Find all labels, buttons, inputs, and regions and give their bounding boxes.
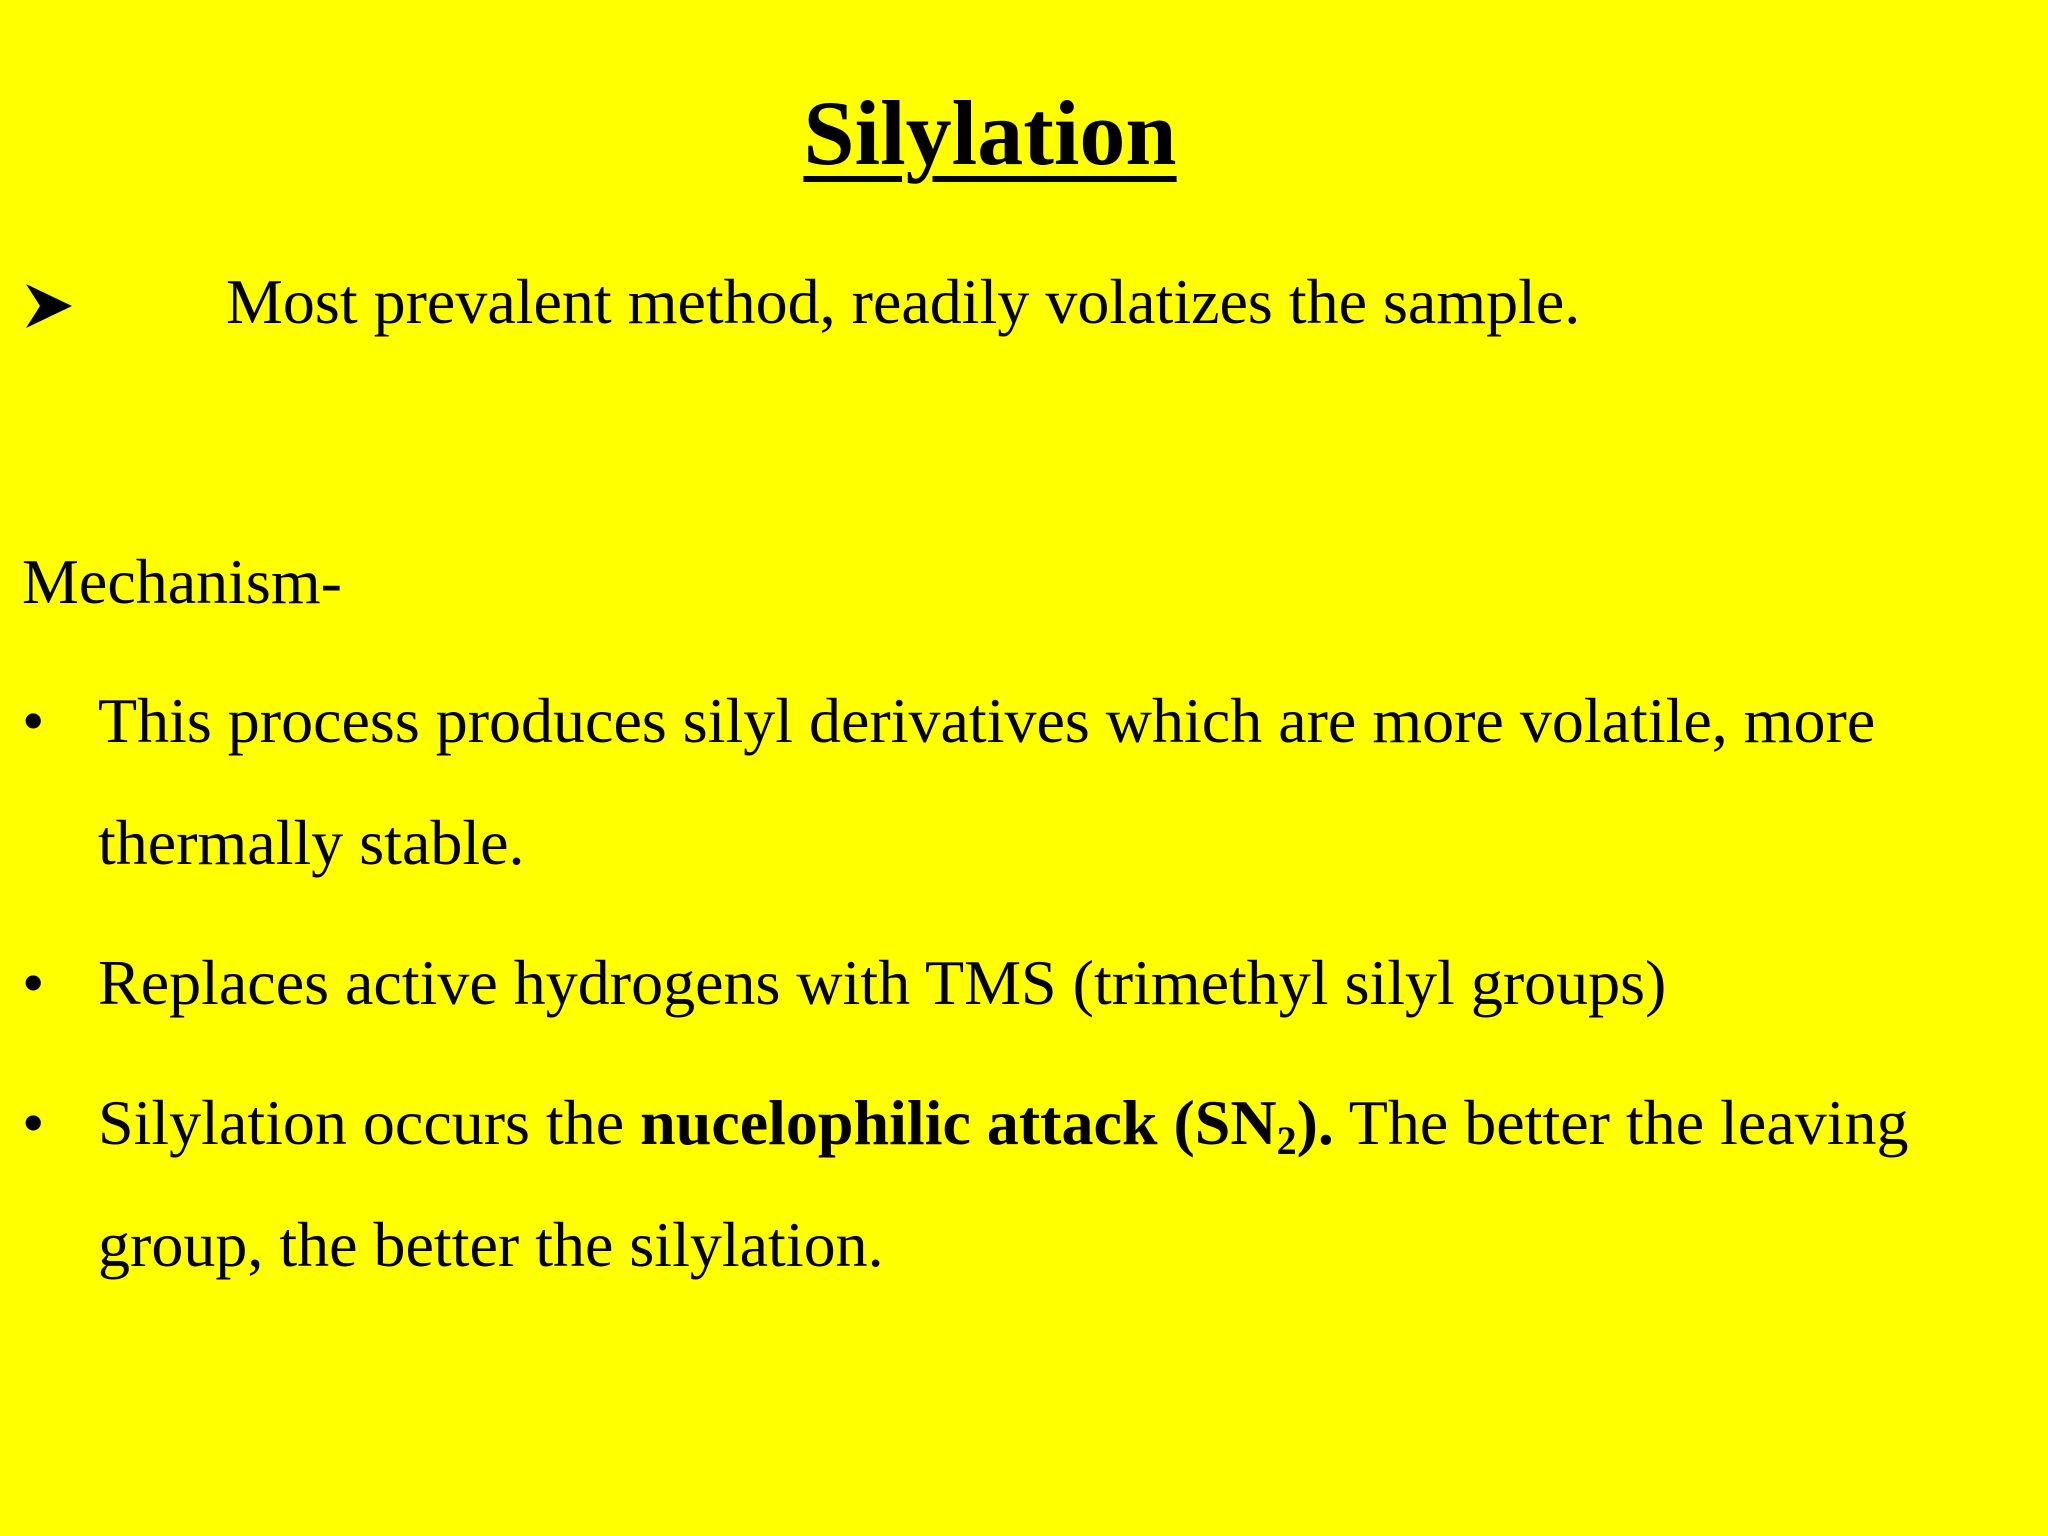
arrowhead-bullet-icon <box>22 262 82 342</box>
bullet-text: This process produces silyl derivatives which are more volatile, more thermally stable. <box>98 685 1876 878</box>
bold-phrase <box>640 1087 1334 1163</box>
bullet-text-before: Silylation occurs the <box>98 1087 641 1158</box>
bullet-text: Replaces active hydrogens with TMS (trimethyl silyl groups) <box>98 947 1667 1018</box>
bullet-text-after: The better the leaving group, the better the silylation. <box>98 1087 1909 1280</box>
bold-main: nucelophilic attack (SN <box>640 1087 1277 1158</box>
bullet-dot: • <box>22 947 45 1018</box>
intro-text: Most prevalent method, readily volatizes the sample. <box>226 266 1581 337</box>
bold-end: ). <box>1296 1087 1334 1158</box>
bullet-dot: • <box>22 685 45 756</box>
bullet-dot: • <box>22 1087 45 1158</box>
bullet-text <box>98 1062 2018 1306</box>
mechanism-label: Mechanism- <box>22 546 342 617</box>
subscript-2: 2 <box>1276 1118 1297 1163</box>
slide-title: Silylation <box>803 82 1177 184</box>
